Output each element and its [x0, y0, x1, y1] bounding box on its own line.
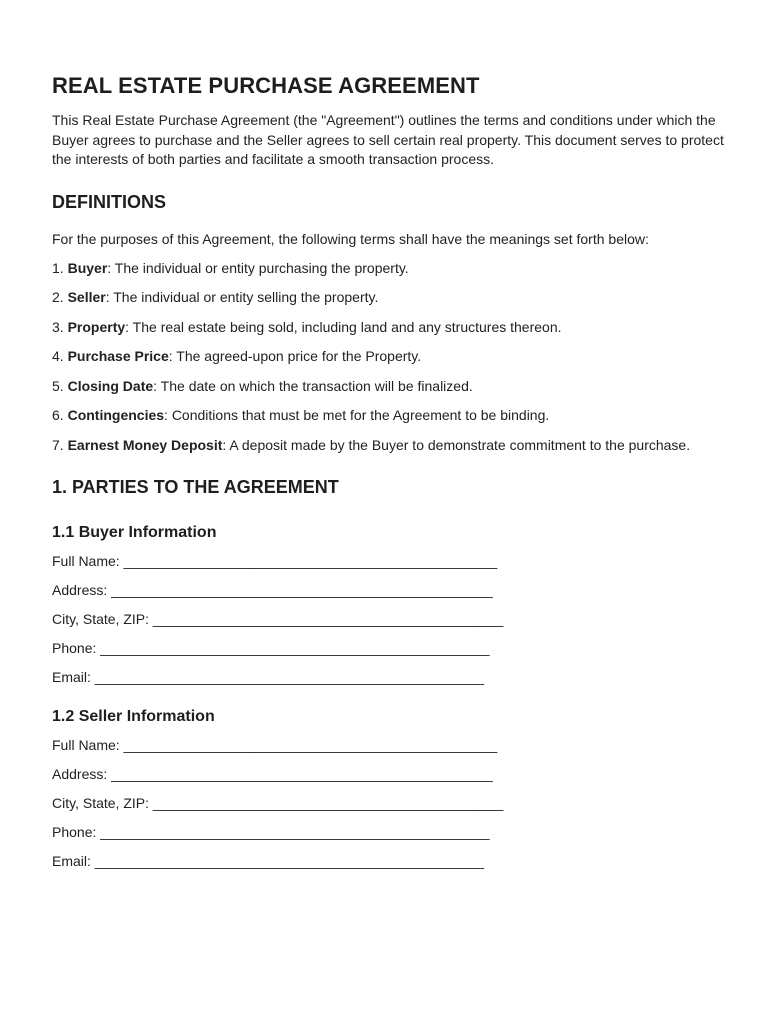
- definition-item-closing-date: [52, 377, 712, 397]
- definition-text: : The individual or entity purchasing the property.: [107, 259, 409, 276]
- definition-term: Contingencies: [67, 407, 165, 424]
- seller-full-name-field[interactable]: Full Name: ________________________________________________: [52, 737, 498, 754]
- parties-heading: 1. PARTIES TO THE AGREEMENT: [52, 477, 339, 498]
- definition-term: Purchase Price: [67, 348, 169, 365]
- buyer-phone-field[interactable]: Phone: __________________________________________________: [52, 640, 490, 657]
- definition-item-earnest-money: [52, 436, 712, 456]
- buyer-address-field[interactable]: Address: _________________________________________________: [52, 582, 493, 599]
- definition-text: : The real estate being sold, including land and any structures thereon.: [125, 318, 562, 335]
- definition-item-contingencies: [52, 406, 712, 426]
- seller-info-heading: 1.2 Seller Information: [52, 708, 215, 726]
- definition-term: Seller: [67, 289, 106, 306]
- buyer-city-state-zip-field[interactable]: City, State, ZIP: _____________________________________________: [52, 611, 504, 628]
- definitions-lead: For the purposes of this Agreement, the following terms shall have the meanings set forth below:: [52, 230, 649, 247]
- buyer-info-heading: 1.1 Buyer Information: [52, 524, 217, 542]
- seller-phone-field[interactable]: Phone: __________________________________________________: [52, 824, 490, 841]
- definition-number: 6.: [52, 407, 68, 424]
- definition-number: 4.: [52, 348, 68, 365]
- definition-text: : The date on which the transaction will be finalized.: [153, 377, 473, 394]
- intro-paragraph: This Real Estate Purchase Agreement (the "Agreement") outlines the terms and conditions under which the Buyer agrees to purchase and the Seller agrees to sell certain real property. This document serves to protect the interests of both parties and facilitate a smooth transaction process.: [52, 112, 724, 168]
- definition-number: 3.: [52, 318, 68, 335]
- buyer-information-section: [52, 522, 730, 687]
- page-title: REAL ESTATE PURCHASE AGREEMENT: [52, 73, 480, 98]
- definition-number: 5.: [52, 377, 68, 394]
- definition-text: : The agreed-upon price for the Property.: [168, 348, 422, 365]
- definition-text: : The individual or entity selling the property.: [105, 289, 379, 306]
- buyer-full-name-field[interactable]: Full Name: ________________________________________________: [52, 553, 498, 570]
- definition-term: Buyer: [67, 259, 108, 276]
- definition-item-purchase-price: [52, 347, 712, 367]
- definition-text: : A deposit made by the Buyer to demonstrate commitment to the purchase.: [222, 436, 691, 453]
- definition-item-seller: [52, 288, 712, 308]
- seller-city-state-zip-field[interactable]: City, State, ZIP: _____________________________________________: [52, 795, 504, 812]
- definition-item-property: [52, 318, 712, 338]
- definition-number: 2.: [52, 289, 68, 306]
- definition-text: : Conditions that must be met for the Agreement to be binding.: [164, 407, 550, 424]
- definitions-list: [52, 259, 730, 456]
- definition-term: Property: [67, 318, 126, 335]
- definition-term: Closing Date: [67, 377, 154, 394]
- seller-information-section: [52, 706, 730, 871]
- definition-number: 1.: [52, 259, 68, 276]
- definition-number: 7.: [52, 436, 68, 453]
- buyer-email-field[interactable]: Email: __________________________________________________: [52, 669, 485, 686]
- definitions-heading: DEFINITIONS: [52, 191, 167, 212]
- seller-address-field[interactable]: Address: _________________________________________________: [52, 766, 493, 783]
- seller-email-field[interactable]: Email: __________________________________________________: [52, 853, 485, 870]
- definition-item-buyer: [52, 259, 712, 279]
- definition-term: Earnest Money Deposit: [67, 436, 223, 453]
